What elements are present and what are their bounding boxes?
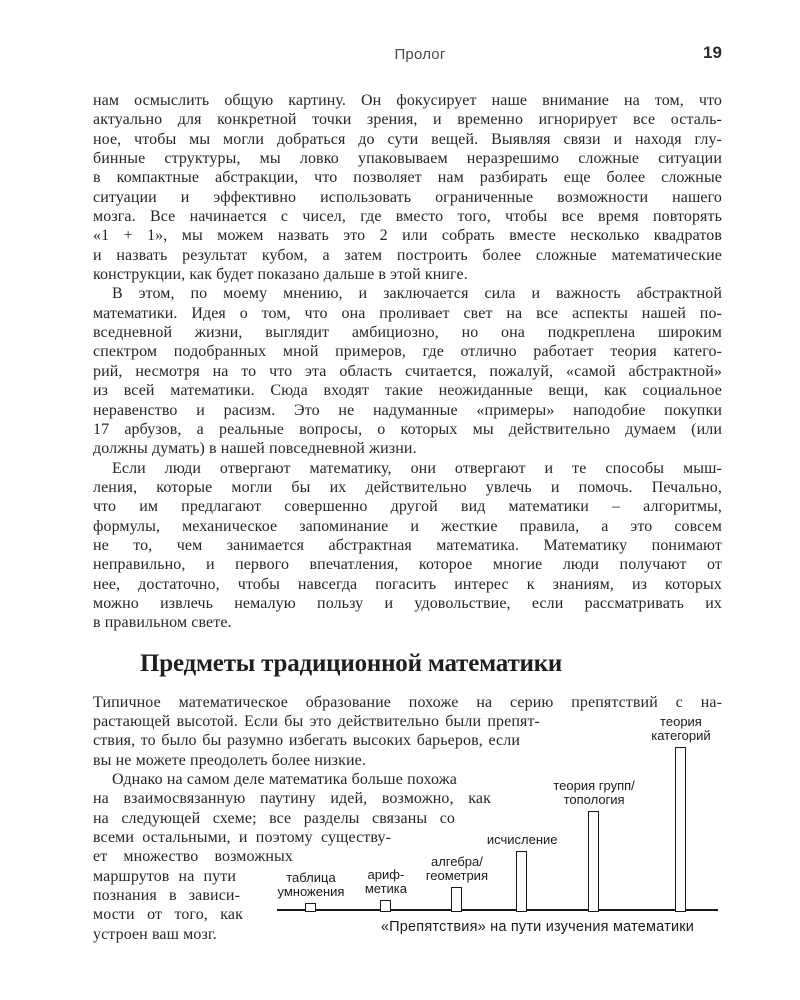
text-line: и назвать результат кубом, а затем построить более сложные математические [93,246,722,264]
text-line: Типичное математическое образование похоже на серию препятствий с на- [93,693,722,711]
text-line: ет множество возможных [93,848,293,866]
chart-bar-label [457,833,587,847]
text-line: всеми остальными, и поэтому существу- [93,829,391,847]
text-line: неправильно, и первого впечатления, которое многие люди получают от [93,556,722,574]
chart-bar-label-line: таблица [286,870,336,885]
chart-bar-label-line: ариф- [367,867,405,882]
text-line: маршрутов на пути [93,867,236,885]
page-number: 19 [703,43,722,62]
text-line: Однако на самом деле математика больше похожа [112,771,457,788]
obstacles-bar-chart [277,708,718,958]
text-line: можно извлечь немалую пользу и удовольствие, если рассматривать их [93,594,722,612]
text-line: на взаимосвязанную паутину идей, возможно, как [93,790,491,808]
text-line: что им предлагают совершенно другой вид математики – алгоритмы, [93,498,722,516]
text-line: из всей математики. Сюда входят такие неожиданные вещи, как социальное [93,382,722,400]
text-line: неравенство и расизм. Это не надуманные «примеры» наподобие покупки [93,401,722,419]
text-line: в правильном свете. [93,614,232,632]
text-line: на следующей схеме; все разделы связаны со [93,809,455,827]
chart-bar [588,811,599,912]
text-line: нее, достаточно, чтобы навсегда погасить интерес к знаниям, из которых [93,575,722,593]
text-line: бинные структуры, мы ловко упаковываем неразрешимо сложные ситуации [93,150,722,168]
chart-bar [305,903,316,912]
text-line: должны думать) в нашей повседневной жизни. [93,440,417,458]
chart-bar [675,747,686,912]
chart-bar [380,900,391,912]
paragraph-3 [93,459,722,633]
chart-bar-label-line: метика [364,881,407,896]
text-line: спектром подобранных мной примеров, где отлично работает теория катего- [93,343,722,361]
text-line: «1 + 1», мы можем назвать это 2 или собрать вместе несколько квадратов [93,227,722,245]
text-line: вы не можете преодолеть более низкие. [93,751,366,769]
text-line: актуально для конкретной точки зрения, и временно игнорирует все осталь- [93,111,722,129]
text-line: мости от того, как [93,906,243,924]
text-line: устроен ваш мозг. [93,925,217,943]
text-line: В этом, по моему мнению, и заключается сила и важность абстрактной [112,285,722,303]
chart-bar [451,887,462,912]
chart-caption: «Препятствия» на пути изучения математики [380,919,695,935]
chart-bar-label-line: топология [563,792,625,807]
text-line: мозга. Все начинается с чисел, где вместо того, чтобы все время повторять [93,208,722,226]
chart-bar-label-line: алгебра/ [430,854,483,869]
text-line: в компактные абстракции, что позволяет нам разбирать еще более сложные [93,169,722,187]
text-line: математики. Идея о том, что она проливает свет на все аспекты нашей по- [93,304,722,322]
chart-bar-label [529,779,659,807]
text-line: ления, которые могли бы их действительно увлечь и помочь. Печально, [93,478,722,496]
chart-bar-label-line: категорий [651,728,711,743]
chart-bar-label-line: теория [660,714,702,729]
text-line: формулы, механическое запоминание и жесткие правила, а это совсем [93,517,722,535]
text-line: вседневной жизни, выглядит амбициозно, но она подкреплена широким [93,324,722,342]
chart-bar-label-line: теория групп/ [553,778,635,793]
text-line: конструкции, как будет показано дальше в этой книге. [93,266,468,284]
section-heading: Предметы традиционной математики [140,649,563,677]
text-line: ное, чтобы мы могли добраться до сути вещей. Выявляя связи и находя глу- [93,130,722,148]
text-line: растающей высотой. Если бы это действительно были препят- [93,712,540,730]
text-line: рий, несмотря на то что эта область считается, пожалуй, «самой абстрактной» [93,362,722,380]
chart-bar-label [392,855,522,883]
text-line: Если люди отвергают математику, они отвергают и те способы мыш- [112,459,722,477]
chart-baseline-axis [277,909,718,911]
text-line: познания в зависи- [93,887,240,905]
text-line: не то, чем занимается абстрактная математика. Математику понимают [93,536,722,554]
chart-bar-label-line: умножения [277,884,345,899]
text-line: ситуации и эффективно использовать ограниченные возможности нашего [93,188,722,206]
text-line: нам осмыслить общую картину. Он фокусирует наше внимание на том, что [93,92,722,109]
running-title: Пролог [394,46,446,63]
paragraph-2 [93,284,722,458]
text-line: 17 арбузов, а реальные вопросы, о которых мы действительно думаем (или [93,420,722,438]
chart-bar-label-line: геометрия [425,868,488,883]
chart-bar [516,851,527,912]
chart-bar-label [616,715,746,743]
text-line: ствия, то было бы разумно избегать высоких барьеров, если [93,732,520,750]
paragraph-1 [93,91,722,284]
chart-bar-label-line: исчисление [486,832,558,847]
